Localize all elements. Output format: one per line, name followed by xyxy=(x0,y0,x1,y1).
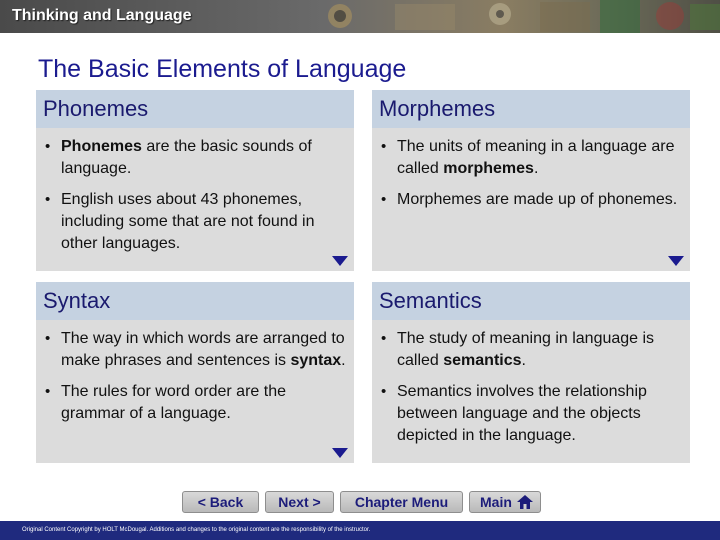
expand-arrow-icon[interactable] xyxy=(668,256,684,266)
main-button-label: Main xyxy=(480,494,512,510)
syntax-bullet-list xyxy=(43,328,346,434)
next-button[interactable]: Next > xyxy=(265,491,334,513)
footer-bar xyxy=(0,521,720,540)
syntax-panel-header xyxy=(36,282,354,320)
phonemes-panel-header xyxy=(36,90,354,128)
expand-arrow-icon[interactable] xyxy=(332,256,348,266)
morphemes-panel-header xyxy=(372,90,690,128)
syntax-panel xyxy=(36,282,354,463)
phonemes-panel-title: Phonemes xyxy=(43,96,149,121)
phonemes-bullet-list xyxy=(43,136,346,264)
semantics-bullet-list xyxy=(379,328,682,456)
syntax-panel-title: Syntax xyxy=(43,288,111,313)
home-icon xyxy=(516,494,534,510)
chapter-menu-button[interactable]: Chapter Menu xyxy=(340,491,463,513)
semantics-panel-title: Semantics xyxy=(379,288,482,313)
list-item: • The way in which words are arranged to make phrases and sentences is syntax. xyxy=(45,330,346,369)
phonemes-panel xyxy=(36,90,354,271)
banner-title: Thinking and Language xyxy=(12,7,192,24)
page-title: The Basic Elements of Language xyxy=(38,55,407,83)
back-button[interactable]: < Back xyxy=(182,491,259,513)
top-banner xyxy=(0,0,720,33)
list-item: • English uses about 43 phonemes, including some that are not found in other languages. xyxy=(45,191,315,252)
semantics-panel-header xyxy=(372,282,690,320)
list-item: • Semantics involves the relationship between language and the objects depicted in the language. xyxy=(381,383,647,444)
morphemes-panel xyxy=(372,90,690,271)
banner-decoration-image xyxy=(300,0,720,33)
list-item: • The study of meaning in language is called semantics. xyxy=(381,330,655,369)
semantics-panel xyxy=(372,282,690,463)
list-item: • Morphemes are made up of phonemes. xyxy=(381,191,678,208)
copyright-text: Original Content Copyright by HOLT McDougal. Additions and changes to the original content are the responsibility of the instructor. xyxy=(22,527,371,533)
morphemes-bullet-list xyxy=(379,136,682,220)
list-item: • Phonemes are the basic sounds of language. xyxy=(45,138,312,177)
main-button[interactable] xyxy=(469,491,541,513)
list-item: • The units of meaning in a language are called morphemes. xyxy=(381,138,675,177)
morphemes-panel-title: Morphemes xyxy=(379,96,496,121)
expand-arrow-icon[interactable] xyxy=(332,448,348,458)
list-item: • The rules for word order are the grammar of a language. xyxy=(45,383,286,422)
